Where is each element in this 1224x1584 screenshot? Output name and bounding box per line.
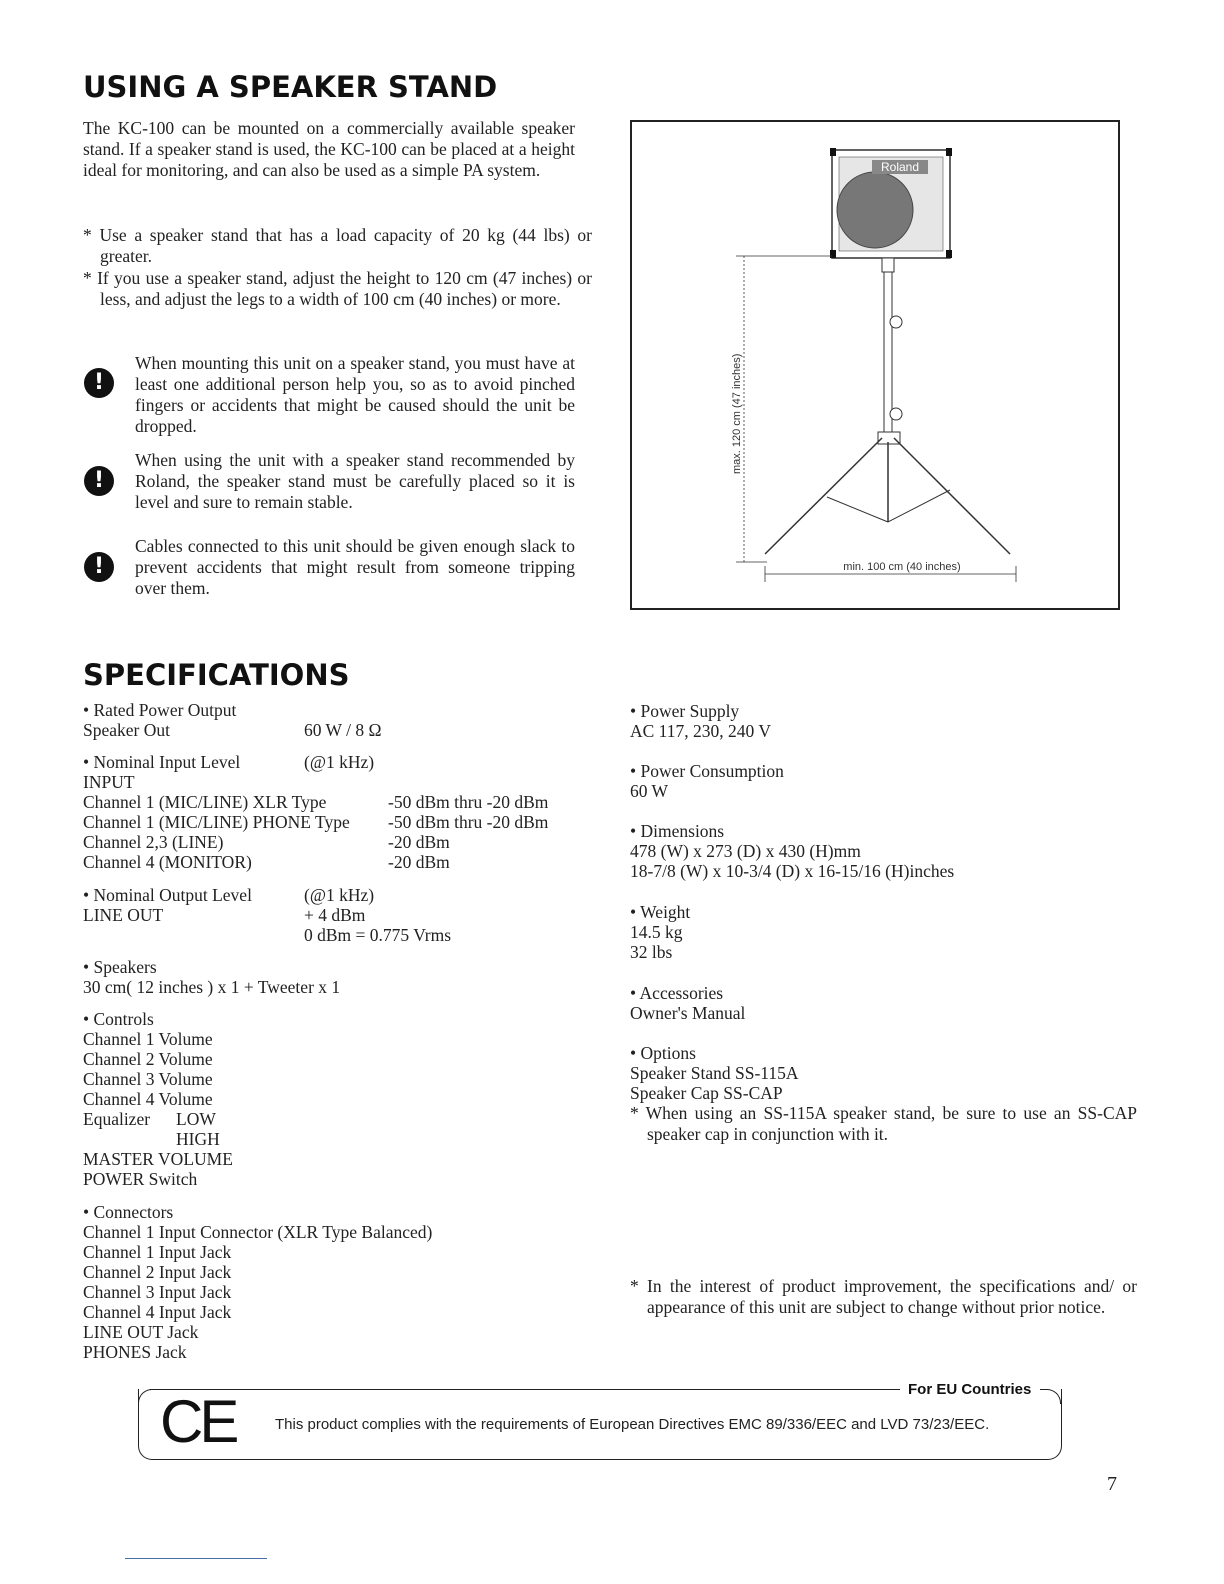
- connector-item: Channel 1 Input Connector (XLR Type Balanced): [83, 1222, 433, 1242]
- input-row-value: -20 dBm: [388, 852, 450, 872]
- connectors-label: • Connectors: [83, 1202, 174, 1222]
- specs-heading: SPECIFICATIONS: [83, 658, 350, 692]
- input-level-condition: (@1 kHz): [304, 752, 375, 772]
- speakers-value: 30 cm( 12 inches ) x 1 + Tweeter x 1: [83, 977, 341, 997]
- power-supply-label: • Power Supply: [630, 701, 740, 721]
- warning-icon: !: [84, 466, 114, 496]
- control-item: Channel 3 Volume: [83, 1069, 213, 1089]
- input-group-label: INPUT: [83, 772, 135, 792]
- connector-item: Channel 4 Input Jack: [83, 1302, 232, 1322]
- speaker-out-value: 60 W / 8 Ω: [304, 720, 382, 740]
- speakers-label: • Speakers: [83, 957, 157, 977]
- dimensions-label: • Dimensions: [630, 821, 725, 841]
- power-supply-value: AC 117, 230, 240 V: [630, 721, 771, 741]
- stand-heading: USING A SPEAKER STAND: [83, 70, 498, 104]
- dimensions-imperial: 18-7/8 (W) x 10-3/4 (D) x 16-15/16 (H)inches: [630, 861, 955, 881]
- warning-cables: Cables connected to this unit should be given enough slack to prevent accidents that might result from someone tripping over them.: [135, 536, 575, 598]
- output-level-condition: (@1 kHz): [304, 885, 375, 905]
- leg-brace: [827, 497, 888, 522]
- height-knob: [890, 316, 902, 328]
- connector-item: LINE OUT Jack: [83, 1322, 199, 1342]
- woofer-cone: [837, 172, 913, 248]
- input-level-label: • Nominal Input Level: [83, 752, 241, 772]
- connector-item: Channel 2 Input Jack: [83, 1262, 232, 1282]
- corner-protector: [946, 148, 952, 156]
- connector-item: Channel 1 Input Jack: [83, 1242, 232, 1262]
- leg-brace: [888, 490, 950, 522]
- stand-leg: [894, 438, 1010, 554]
- power-consumption-label: • Power Consumption: [630, 761, 784, 781]
- footer-rule: [125, 1558, 267, 1559]
- control-item: MASTER VOLUME: [83, 1149, 233, 1169]
- eu-compliance-text: This product complies with the requirements of European Directives EMC 89/336/EEC and LVD 73/23/EEC.: [275, 1416, 990, 1433]
- weight-lbs: 32 lbs: [630, 942, 673, 962]
- accessories-label: • Accessories: [630, 983, 724, 1003]
- options-note: * When using an SS-115A speaker stand, be sure to use an SS-CAP speaker cap in conjunction with it.: [630, 1103, 1137, 1144]
- warning-icon: !: [84, 368, 114, 398]
- warning-icon: !: [84, 552, 114, 582]
- control-item: Channel 1 Volume: [83, 1029, 213, 1049]
- height-label: max. 120 cm (47 inches): [731, 353, 743, 474]
- option-cap: Speaker Cap SS-CAP: [630, 1083, 783, 1103]
- eu-title: For EU Countries: [904, 1381, 1035, 1398]
- stand-note-height: * If you use a speaker stand, adjust the height to 120 cm (47 inches) or less, and adjust the legs to a width of 100 cm (40 inches) or more.: [83, 268, 592, 309]
- control-item: Channel 4 Volume: [83, 1089, 213, 1109]
- width-label: min. 100 cm (40 inches): [843, 561, 961, 573]
- connector-item: Channel 3 Input Jack: [83, 1282, 232, 1302]
- improvement-note: * In the interest of product improvement, the specifications and/ or appearance of this unit are subject to change without prior notice.: [630, 1276, 1137, 1317]
- option-stand: Speaker Stand SS-115A: [630, 1063, 799, 1083]
- line-out-label: LINE OUT: [83, 905, 164, 925]
- controls-label: • Controls: [83, 1009, 154, 1029]
- speaker-out-label: Speaker Out: [83, 720, 170, 740]
- speaker-stand-illustration: [632, 122, 1118, 608]
- equalizer-high: HIGH: [176, 1129, 220, 1149]
- ce-mark: CE: [160, 1388, 236, 1455]
- dbm-reference: 0 dBm = 0.775 Vrms: [304, 925, 452, 945]
- stand-note-load: * Use a speaker stand that has a load capacity of 20 kg (44 lbs) or greater.: [83, 225, 592, 266]
- warning-mounting: When mounting this unit on a speaker stand, you must have at least one additional person help you, so as to avoid pinched fingers or accidents that might be caused should the unit be dropped.: [135, 353, 575, 436]
- input-row-name: Channel 2,3 (LINE): [83, 832, 224, 852]
- corner-protector: [830, 148, 836, 156]
- options-label: • Options: [630, 1043, 696, 1063]
- input-row-value: -50 dBm thru -20 dBm: [388, 812, 549, 832]
- brand-logo: Roland: [880, 160, 920, 174]
- input-row-value: -50 dBm thru -20 dBm: [388, 792, 549, 812]
- stand-cap: [882, 258, 894, 272]
- rated-power-label: • Rated Power Output: [83, 700, 237, 720]
- weight-kg: 14.5 kg: [630, 922, 683, 942]
- input-row-name: Channel 1 (MIC/LINE) PHONE Type: [83, 812, 350, 832]
- stand-intro: The KC-100 can be mounted on a commercially available speaker stand. If a speaker stand is used, the KC-100 can be placed at a height ideal for monitoring, and can also be used as a simple PA system.: [83, 118, 575, 180]
- control-item: Channel 2 Volume: [83, 1049, 213, 1069]
- speaker-stand-figure: [630, 120, 1120, 610]
- input-row-value: -20 dBm: [388, 832, 450, 852]
- page-number: 7: [1107, 1473, 1117, 1495]
- weight-label: • Weight: [630, 902, 691, 922]
- height-knob: [890, 408, 902, 420]
- corner-protector: [830, 250, 836, 258]
- connector-item: PHONES Jack: [83, 1342, 187, 1362]
- equalizer-low: LOW: [176, 1109, 216, 1129]
- warning-stand-placement: When using the unit with a speaker stand recommended by Roland, the speaker stand must be carefully placed so it is level and sure to remain stable.: [135, 450, 575, 512]
- input-row-name: Channel 4 (MONITOR): [83, 852, 252, 872]
- line-out-value: + 4 dBm: [304, 905, 366, 925]
- control-item: POWER Switch: [83, 1169, 198, 1189]
- input-row-name: Channel 1 (MIC/LINE) XLR Type: [83, 792, 327, 812]
- power-consumption-value: 60 W: [630, 781, 669, 801]
- stand-leg: [765, 438, 882, 554]
- equalizer-label: Equalizer: [83, 1109, 151, 1129]
- output-level-label: • Nominal Output Level: [83, 885, 252, 905]
- accessories-value: Owner's Manual: [630, 1003, 746, 1023]
- corner-protector: [946, 250, 952, 258]
- dimensions-metric: 478 (W) x 273 (D) x 430 (H)mm: [630, 841, 861, 861]
